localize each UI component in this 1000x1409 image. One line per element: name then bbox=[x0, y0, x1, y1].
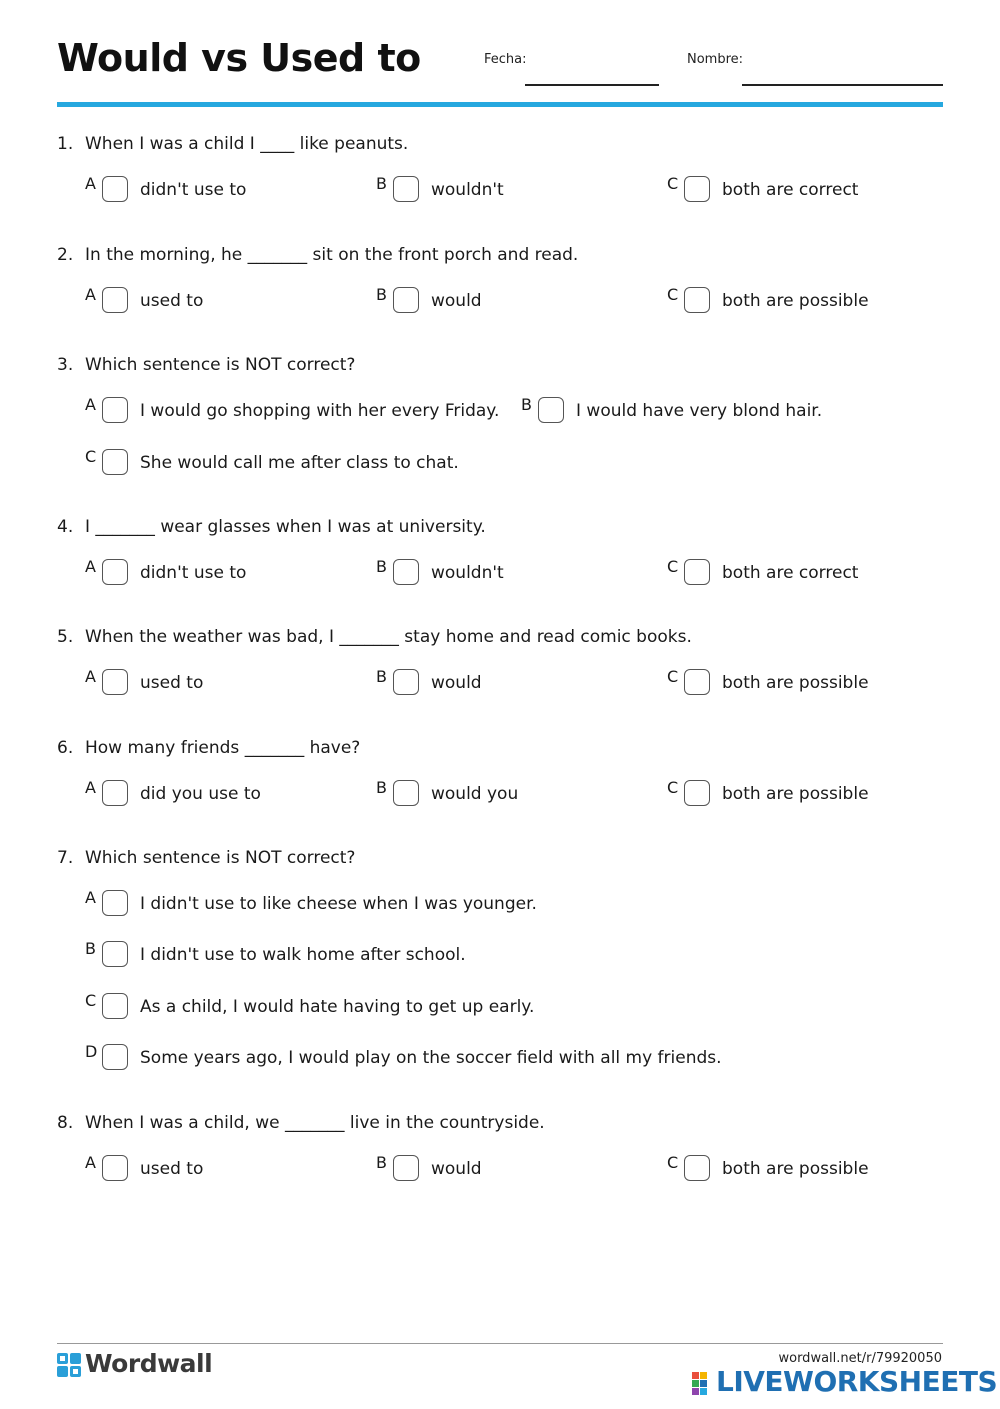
question-text: When I was a child I ____ like peanuts. bbox=[85, 134, 409, 154]
option-letter: C bbox=[85, 447, 97, 466]
option-text: As a child, I would hate having to get up early. bbox=[140, 997, 535, 1017]
option-letter: A bbox=[85, 395, 96, 414]
option-text: would you bbox=[431, 784, 519, 804]
option-text: didn't use to bbox=[140, 180, 247, 200]
header-divider bbox=[57, 102, 943, 107]
checkbox[interactable] bbox=[684, 1155, 710, 1181]
option-text: didn't use to bbox=[140, 563, 247, 583]
option-letter: B bbox=[85, 939, 96, 958]
option-letter: B bbox=[376, 1153, 387, 1172]
option-text: both are correct bbox=[722, 563, 859, 583]
option-text: both are possible bbox=[722, 673, 869, 693]
option-text: wouldn't bbox=[431, 180, 504, 200]
worksheet-url[interactable]: wordwall.net/r/79920050 bbox=[778, 1351, 942, 1366]
checkbox[interactable] bbox=[102, 669, 128, 695]
question-number: 3. bbox=[57, 355, 74, 375]
option-letter: B bbox=[376, 667, 387, 686]
option-text: used to bbox=[140, 673, 204, 693]
option-text: both are possible bbox=[722, 1159, 869, 1179]
checkbox[interactable] bbox=[102, 780, 128, 806]
page-title: Would vs Used to bbox=[57, 36, 421, 80]
option-letter: C bbox=[85, 991, 97, 1010]
question-number: 8. bbox=[57, 1113, 74, 1133]
option-letter: C bbox=[667, 557, 679, 576]
fecha-field[interactable] bbox=[525, 84, 659, 86]
option-letter: A bbox=[85, 888, 96, 907]
checkbox[interactable] bbox=[102, 993, 128, 1019]
checkbox[interactable] bbox=[102, 1044, 128, 1070]
checkbox[interactable] bbox=[684, 669, 710, 695]
option-text: wouldn't bbox=[431, 563, 504, 583]
option-letter: C bbox=[667, 667, 679, 686]
option-text: I didn't use to walk home after school. bbox=[140, 945, 466, 965]
option-text: would bbox=[431, 291, 482, 311]
checkbox[interactable] bbox=[393, 1155, 419, 1181]
question-number: 2. bbox=[57, 245, 74, 265]
nombre-label: Nombre: bbox=[687, 52, 744, 67]
option-letter: A bbox=[85, 285, 96, 304]
question-text: Which sentence is NOT correct? bbox=[85, 355, 356, 375]
question-number: 6. bbox=[57, 738, 74, 758]
nombre-field[interactable] bbox=[742, 84, 943, 86]
question-number: 1. bbox=[57, 134, 74, 154]
question-text: In the morning, he _______ sit on the front porch and read. bbox=[85, 245, 579, 265]
option-letter: D bbox=[85, 1042, 98, 1061]
option-letter: C bbox=[667, 778, 679, 797]
liveworksheets-brand: LIVEWORKSHEETS bbox=[716, 1365, 998, 1398]
option-text: I would go shopping with her every Friday. bbox=[140, 401, 500, 421]
option-letter: B bbox=[376, 778, 387, 797]
wordwall-brand: Wordwall bbox=[85, 1349, 213, 1378]
wordwall-icon bbox=[57, 1353, 81, 1377]
option-text: would bbox=[431, 1159, 482, 1179]
option-text: I would have very blond hair. bbox=[576, 401, 823, 421]
checkbox[interactable] bbox=[102, 1155, 128, 1181]
option-letter: C bbox=[667, 174, 679, 193]
question-text: I _______ wear glasses when I was at university. bbox=[85, 517, 486, 537]
question-number: 7. bbox=[57, 848, 74, 868]
checkbox[interactable] bbox=[102, 176, 128, 202]
question-text: How many friends _______ have? bbox=[85, 738, 361, 758]
question-text: When the weather was bad, I _______ stay home and read comic books. bbox=[85, 627, 692, 647]
option-letter: A bbox=[85, 1153, 96, 1172]
liveworksheets-icon bbox=[692, 1372, 716, 1396]
checkbox[interactable] bbox=[684, 780, 710, 806]
option-text: I didn't use to like cheese when I was younger. bbox=[140, 894, 537, 914]
checkbox[interactable] bbox=[102, 941, 128, 967]
option-text: used to bbox=[140, 1159, 204, 1179]
checkbox[interactable] bbox=[102, 559, 128, 585]
option-text: used to bbox=[140, 291, 204, 311]
option-text: She would call me after class to chat. bbox=[140, 453, 459, 473]
option-letter: B bbox=[376, 174, 387, 193]
question-number: 4. bbox=[57, 517, 74, 537]
option-letter: C bbox=[667, 1153, 679, 1172]
question-number: 5. bbox=[57, 627, 74, 647]
option-text: would bbox=[431, 673, 482, 693]
option-text: did you use to bbox=[140, 784, 261, 804]
checkbox[interactable] bbox=[102, 287, 128, 313]
question-text: When I was a child, we _______ live in the countryside. bbox=[85, 1113, 545, 1133]
liveworksheets-logo[interactable] bbox=[692, 1365, 998, 1399]
option-letter: A bbox=[85, 557, 96, 576]
option-text: both are possible bbox=[722, 291, 869, 311]
fecha-label: Fecha: bbox=[484, 52, 527, 67]
option-letter: C bbox=[667, 285, 679, 304]
footer-divider bbox=[57, 1343, 943, 1344]
checkbox[interactable] bbox=[393, 559, 419, 585]
checkbox[interactable] bbox=[684, 559, 710, 585]
option-letter: B bbox=[521, 395, 532, 414]
checkbox[interactable] bbox=[102, 449, 128, 475]
option-letter: A bbox=[85, 778, 96, 797]
option-text: both are possible bbox=[722, 784, 869, 804]
checkbox[interactable] bbox=[684, 287, 710, 313]
option-letter: B bbox=[376, 285, 387, 304]
option-letter: A bbox=[85, 667, 96, 686]
option-letter: B bbox=[376, 557, 387, 576]
option-text: both are correct bbox=[722, 180, 859, 200]
checkbox[interactable] bbox=[102, 890, 128, 916]
checkbox[interactable] bbox=[102, 397, 128, 423]
checkbox[interactable] bbox=[393, 176, 419, 202]
checkbox[interactable] bbox=[393, 669, 419, 695]
checkbox[interactable] bbox=[393, 780, 419, 806]
option-letter: A bbox=[85, 174, 96, 193]
checkbox[interactable] bbox=[684, 176, 710, 202]
checkbox[interactable] bbox=[393, 287, 419, 313]
question-text: Which sentence is NOT correct? bbox=[85, 848, 356, 868]
checkbox[interactable] bbox=[538, 397, 564, 423]
option-text: Some years ago, I would play on the soccer field with all my friends. bbox=[140, 1048, 722, 1068]
